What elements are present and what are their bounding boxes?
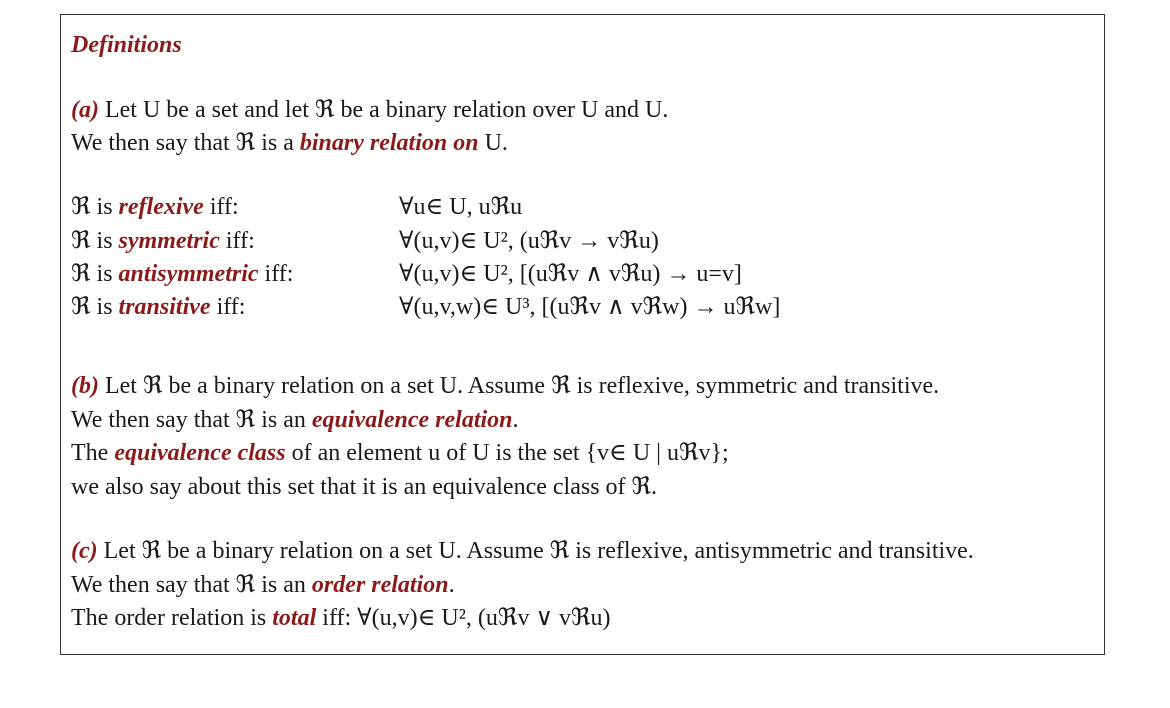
formula-reflexive: ∀u∈ U, uℜu — [399, 194, 523, 220]
definition-c-text-1: Let ℜ be a binary relation on a set U. Assume ℜ is reflexive, antisymmetric and transitive. — [97, 538, 974, 564]
definition-a-line-2 — [71, 129, 508, 157]
definition-b-line-1 — [71, 372, 939, 400]
property-symmetric-post: iff: — [219, 228, 255, 254]
definition-b-text-2-pre: We then say that ℜ is an — [71, 407, 312, 433]
property-antisymmetric-pre: ℜ is — [71, 261, 119, 287]
term-symmetric: symmetric — [118, 228, 220, 254]
definition-b-line-4: we also say about this set that it is an equivalence class of ℜ. — [71, 474, 658, 500]
definitions-title: Definitions — [71, 32, 182, 58]
definition-a-text-1: Let U be a set and let ℜ be a binary relation over U and U. — [98, 97, 669, 123]
property-antisymmetric — [71, 260, 742, 288]
definition-b-text-2-post: . — [512, 407, 519, 433]
term-order-relation: order relation — [311, 572, 449, 598]
definition-c-text-3-post: iff: ∀(u,v)∈ U², (uℜv ∨ vℜu) — [316, 605, 611, 631]
definition-b-text-3-pre: The — [71, 440, 115, 466]
term-antisymmetric: antisymmetric — [118, 261, 259, 287]
formula-transitive: ∀(u,v,w)∈ U³, [(uℜv ∧ vℜw) → uℜw] — [399, 294, 781, 320]
formula-antisymmetric: ∀(u,v)∈ U², [(uℜv ∧ vℜu) → u=v] — [399, 261, 742, 287]
term-total: total — [272, 605, 317, 631]
definition-c-line-2 — [71, 571, 455, 599]
definition-b-line-2 — [71, 406, 519, 434]
formula-symmetric: ∀(u,v)∈ U², (uℜv → vℜu) — [399, 228, 659, 254]
property-symmetric — [71, 227, 659, 255]
property-reflexive — [71, 193, 523, 221]
definition-c-text-2-pre: We then say that ℜ is an — [71, 572, 312, 598]
definition-b-line-3 — [71, 439, 729, 467]
property-transitive-post: iff: — [210, 294, 246, 320]
property-transitive — [71, 293, 781, 321]
term-equivalence-class: equivalence class — [114, 440, 286, 466]
definition-c-label: (c) — [71, 538, 98, 564]
definition-c-line-1 — [71, 537, 974, 565]
definition-a-text-2-post: U. — [478, 130, 508, 156]
term-equivalence-relation: equivalence relation — [311, 407, 513, 433]
property-reflexive-post: iff: — [203, 194, 239, 220]
definition-a-text-2-pre: We then say that ℜ is a — [71, 130, 300, 156]
definition-b-text-1: Let ℜ be a binary relation on a set U. Assume ℜ is reflexive, symmetric and transitive. — [98, 373, 940, 399]
definition-c-text-2-post: . — [448, 572, 455, 598]
property-reflexive-pre: ℜ is — [71, 194, 119, 220]
definition-c-line-3 — [71, 604, 611, 632]
definition-b-text-3-post: of an element u of U is the set {v∈ U | uℜv}; — [285, 440, 729, 466]
definition-a-line-1 — [71, 96, 668, 124]
definition-a-label: (a) — [71, 97, 99, 123]
definitions-box — [60, 14, 1105, 655]
definition-c-text-3-pre: The order relation is — [71, 605, 273, 631]
definition-b-label: (b) — [71, 373, 99, 399]
property-transitive-pre: ℜ is — [71, 294, 119, 320]
term-binary-relation-on: binary relation on — [299, 130, 479, 156]
term-transitive: transitive — [118, 294, 211, 320]
term-reflexive: reflexive — [118, 194, 204, 220]
property-antisymmetric-post: iff: — [258, 261, 294, 287]
property-symmetric-pre: ℜ is — [71, 228, 119, 254]
